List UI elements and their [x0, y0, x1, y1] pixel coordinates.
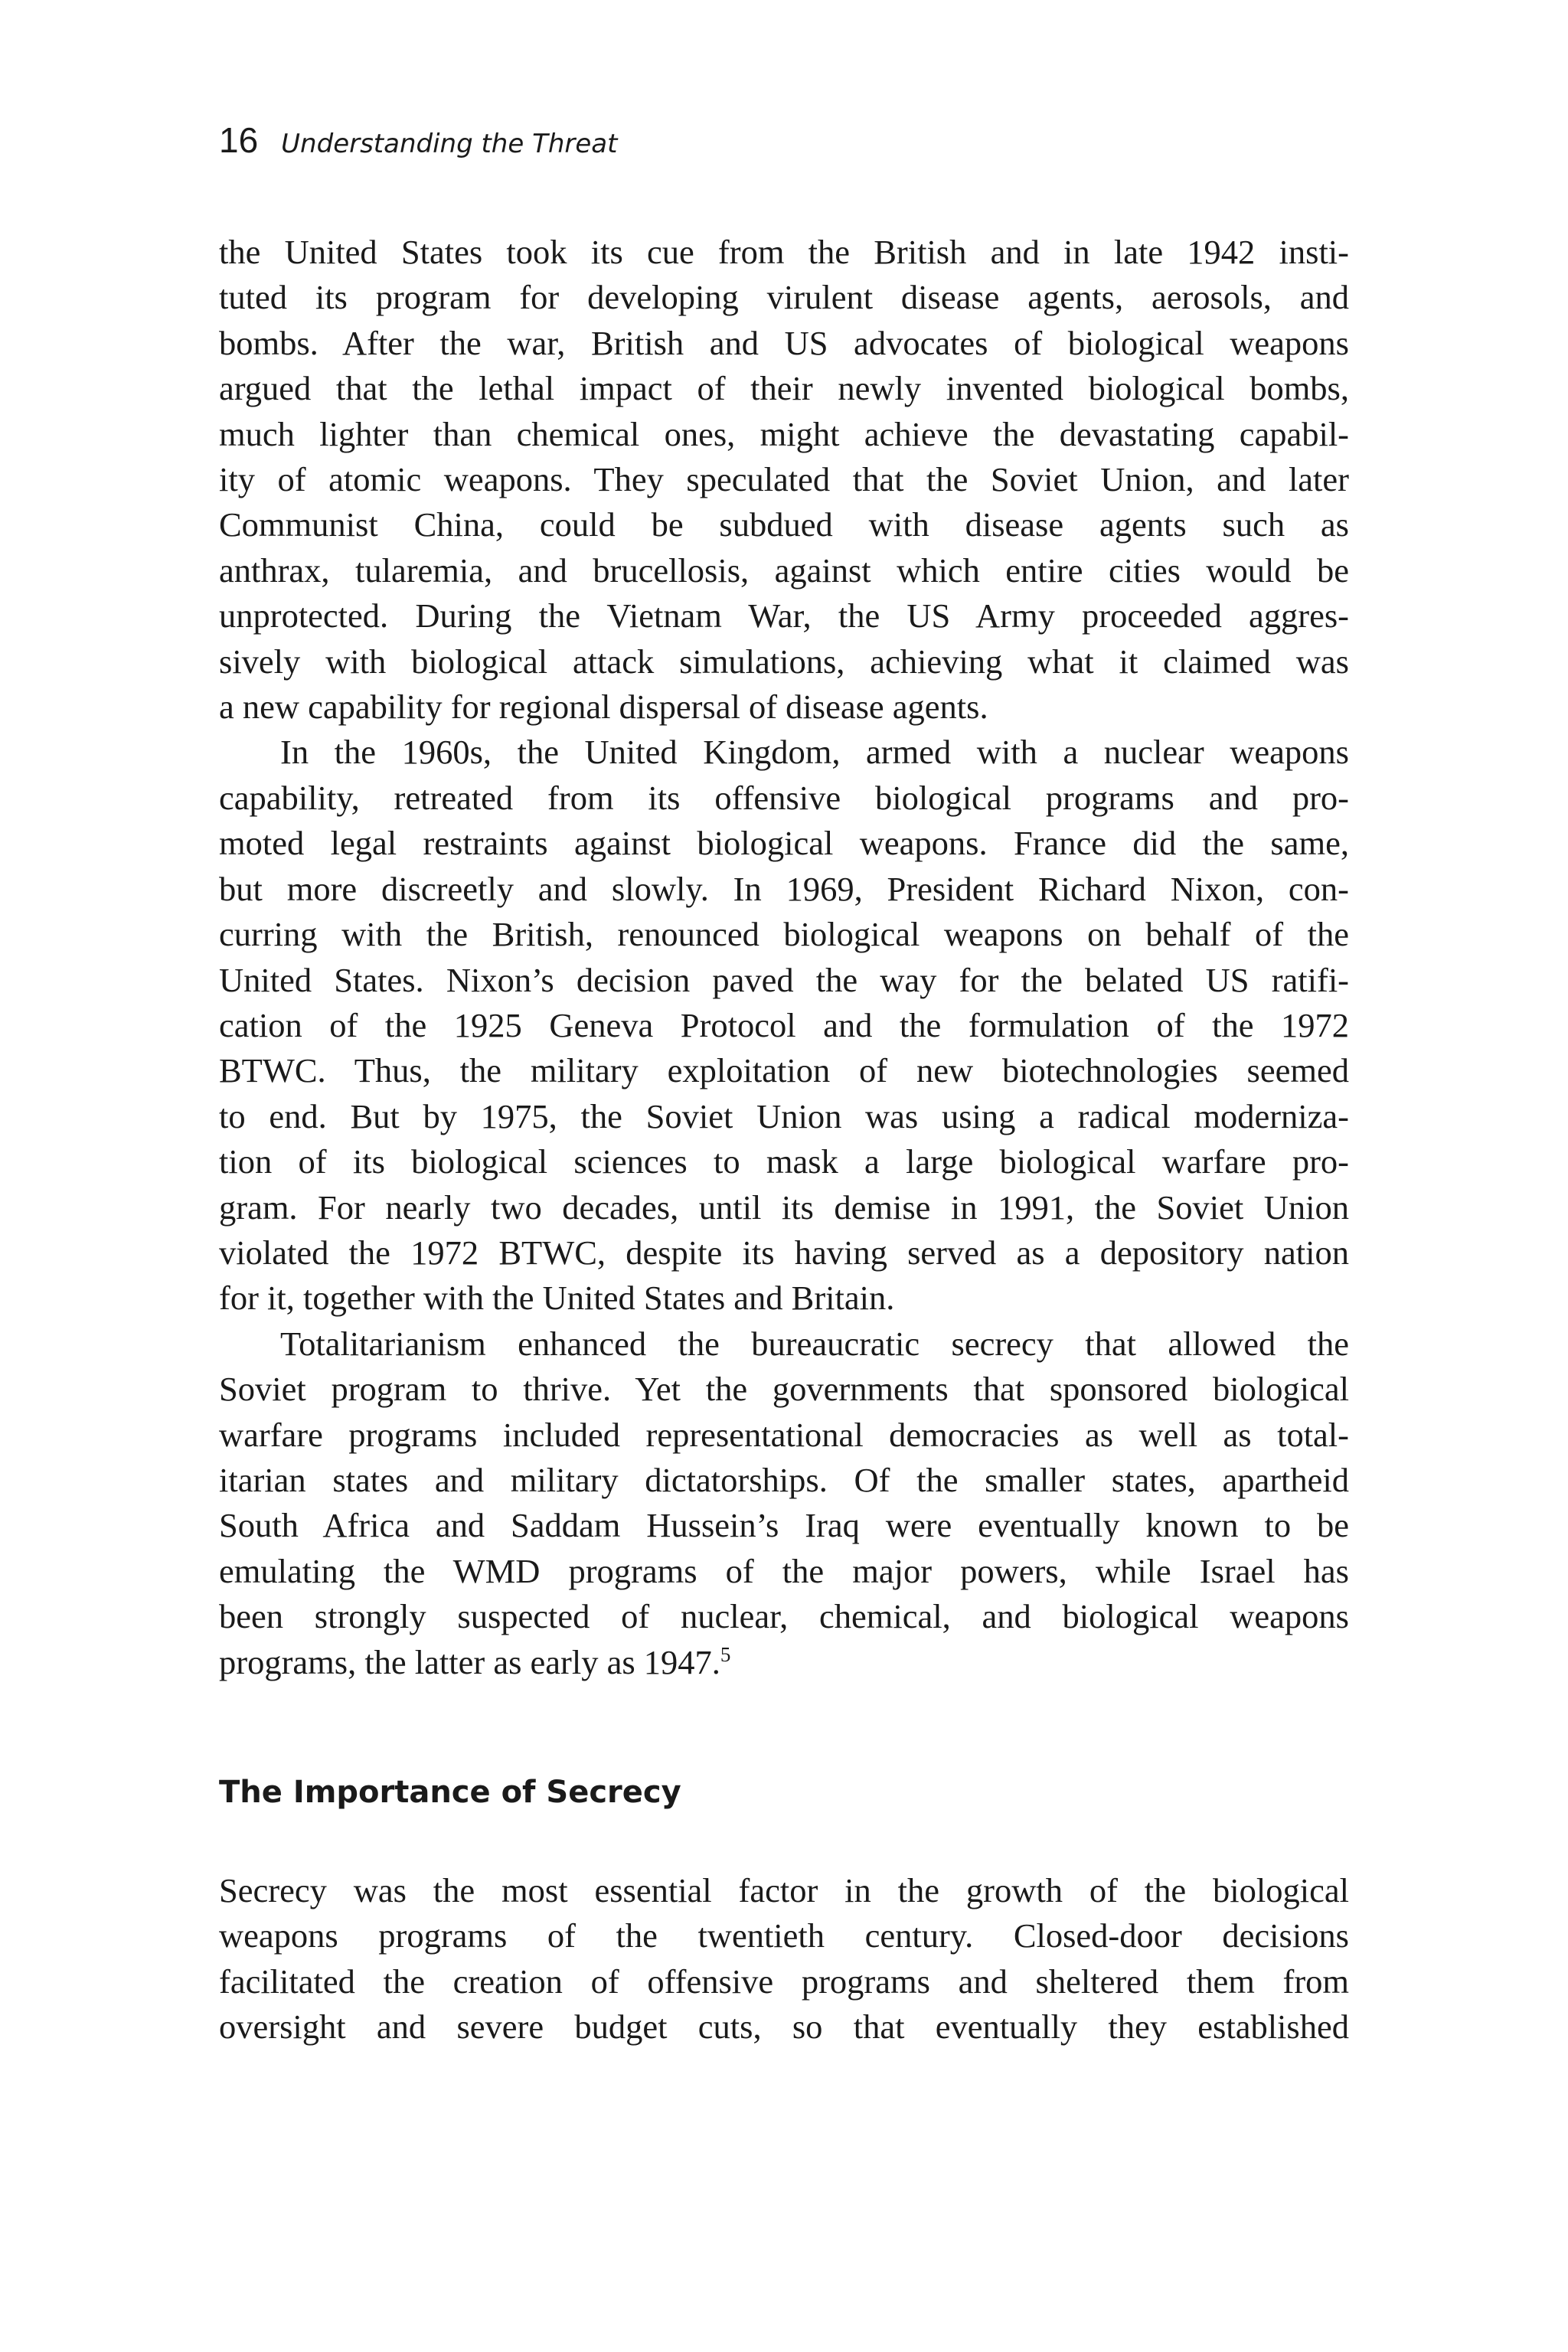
text-line: emulating the WMD programs of the major powers, while Israel has	[219, 1551, 1349, 1590]
text-line: Soviet program to thrive. Yet the governments that sponsored biological	[219, 1370, 1349, 1409]
running-head	[219, 119, 617, 165]
text-line: curring with the British, renounced biological weapons on behalf of the	[219, 915, 1349, 954]
paragraph-1	[219, 230, 1349, 730]
text-line: for it, together with the United States and Britain.	[219, 1279, 895, 1318]
paragraph-2	[219, 730, 1349, 1321]
text-line: violated the 1972 BTWC, despite its having served as a depository nation	[219, 1233, 1349, 1272]
text-line: itarian states and military dictatorships. Of the smaller states, apartheid	[219, 1460, 1349, 1499]
text-line: Communist China, could be subdued with disease agents such as	[219, 505, 1349, 544]
text-line: ity of atomic weapons. They speculated that the Soviet Union, and later	[219, 460, 1349, 499]
text-line: the United States took its cue from the British and in late 1942 insti-	[219, 233, 1349, 271]
footnote-reference: 5	[720, 1642, 731, 1666]
text-line: facilitated the creation of offensive programs and sheltered them from	[219, 1962, 1349, 2001]
text-line: to end. But by 1975, the Soviet Union was using a radical moderniza-	[219, 1096, 1349, 1135]
text-line: unprotected. During the Vietnam War, the US Army proceeded aggres-	[219, 596, 1349, 635]
section-heading: The Importance of Secrecy	[219, 1775, 681, 1810]
text-line: capability, retreated from its offensive biological programs and pro-	[219, 778, 1349, 817]
text-line: sively with biological attack simulations, achieving what it claimed was	[219, 642, 1349, 681]
page-number: 16	[219, 120, 259, 160]
text-line: a new capability for regional dispersal of disease agents.	[219, 688, 988, 727]
paragraph-3	[219, 1321, 1349, 1685]
text-line: but more discreetly and slowly. In 1969, President Richard Nixon, con-	[219, 869, 1349, 908]
text-line: tuted its program for developing virulent disease agents, aerosols, and	[219, 278, 1349, 317]
text-line: much lighter than chemical ones, might achieve the devastating capabil-	[219, 414, 1349, 453]
text-line: been strongly suspected of nuclear, chemical, and biological weapons	[219, 1597, 1349, 1636]
text-line	[219, 1640, 1349, 1685]
paragraph-4	[219, 1868, 1349, 2050]
body-text-top	[219, 230, 1349, 1685]
text-line: Totalitarianism enhanced the bureaucratic secrecy that allowed the	[280, 1324, 1349, 1363]
running-title: Understanding the Threat	[281, 129, 618, 159]
text-line: BTWC. Thus, the military exploitation of new biotechnologies seemed	[219, 1051, 1349, 1090]
text-line: weapons programs of the twentieth century. Closed-door decisions	[219, 1916, 1349, 1955]
text-line: In the 1960s, the United Kingdom, armed with a nuclear weapons	[280, 733, 1349, 772]
text-line: moted legal restraints against biological weapons. France did the same,	[219, 824, 1349, 863]
text-line: tion of its biological sciences to mask a large biological warfare pro-	[219, 1142, 1349, 1181]
body-text-section	[219, 1868, 1349, 2050]
text-line: oversight and severe budget cuts, so that eventually they established	[219, 2007, 1349, 2047]
text-line-content: programs, the latter as early as 1947.	[219, 1642, 720, 1681]
text-line: argued that the lethal impact of their newly invented biological bombs,	[219, 369, 1349, 408]
text-line: gram. For nearly two decades, until its demise in 1991, the Soviet Union	[219, 1187, 1349, 1227]
text-line: warfare programs included representational democracies as well as total-	[219, 1415, 1349, 1454]
text-line: cation of the 1925 Geneva Protocol and the formulation of the 1972	[219, 1005, 1349, 1044]
text-line: bombs. After the war, British and US advocates of biological weapons	[219, 323, 1349, 362]
text-line: South Africa and Saddam Hussein’s Iraq were eventually known to be	[219, 1506, 1349, 1545]
text-line: anthrax, tularemia, and brucellosis, against which entire cities would be	[219, 550, 1349, 590]
text-line: United States. Nixon’s decision paved the way for the belated US ratifi-	[219, 960, 1349, 999]
text-line: Secrecy was the most essential factor in the growth of the biological	[219, 1871, 1349, 1909]
